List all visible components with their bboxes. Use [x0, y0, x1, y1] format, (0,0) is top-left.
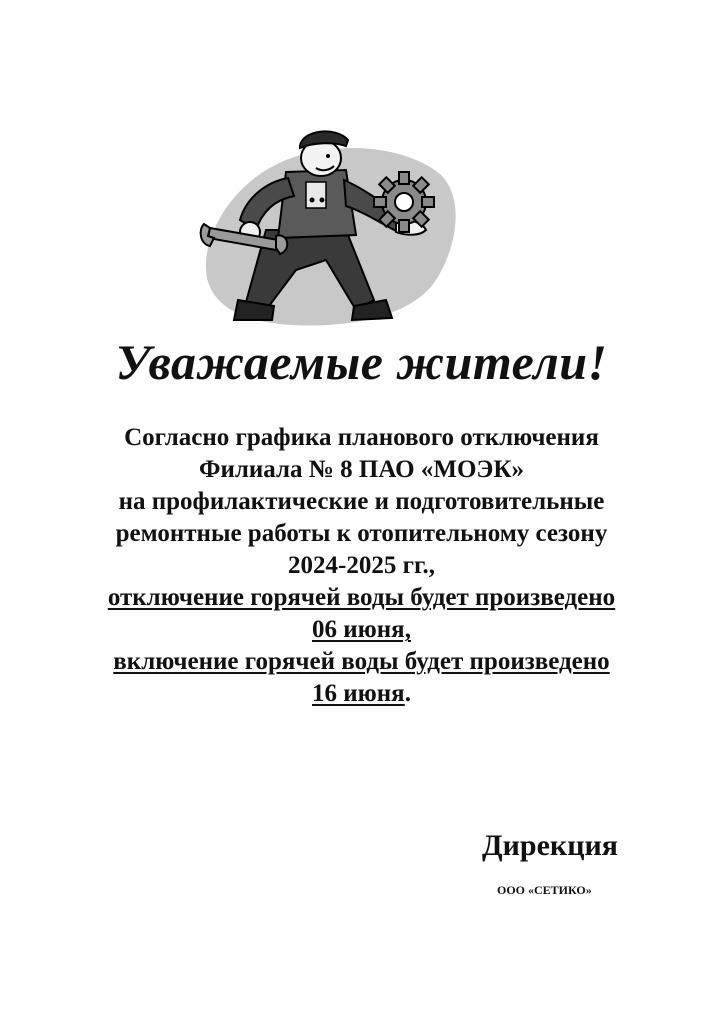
- notice-heading: Уважаемые жители!: [115, 334, 608, 390]
- worker-with-wrench-and-gear-icon: [196, 120, 466, 330]
- restore-notice-line: включение горячей воды будет произведено: [113, 648, 610, 675]
- signature: Дирекция: [482, 829, 619, 862]
- shutdown-date: 06 июня,: [312, 616, 411, 643]
- notice-line: Согласно графика планового отключения: [124, 424, 599, 451]
- restore-date: 16 июня: [312, 680, 405, 707]
- notice-body: [0, 422, 723, 710]
- notice-line: на профилактические и подготовительные: [118, 488, 605, 515]
- shutdown-notice-line: отключение горячей воды будет произведено: [107, 584, 616, 611]
- notice-line: ремонтные работы к отопительному сезону: [115, 520, 608, 547]
- final-period: .: [404, 680, 411, 707]
- notice-line: 2024-2025 гг.,: [288, 552, 435, 579]
- restore-date-line: [0, 678, 723, 710]
- company-name: ООО «СЕТИКО»: [497, 883, 592, 897]
- notice-line: Филиала № 8 ПАО «МОЭК»: [199, 456, 524, 483]
